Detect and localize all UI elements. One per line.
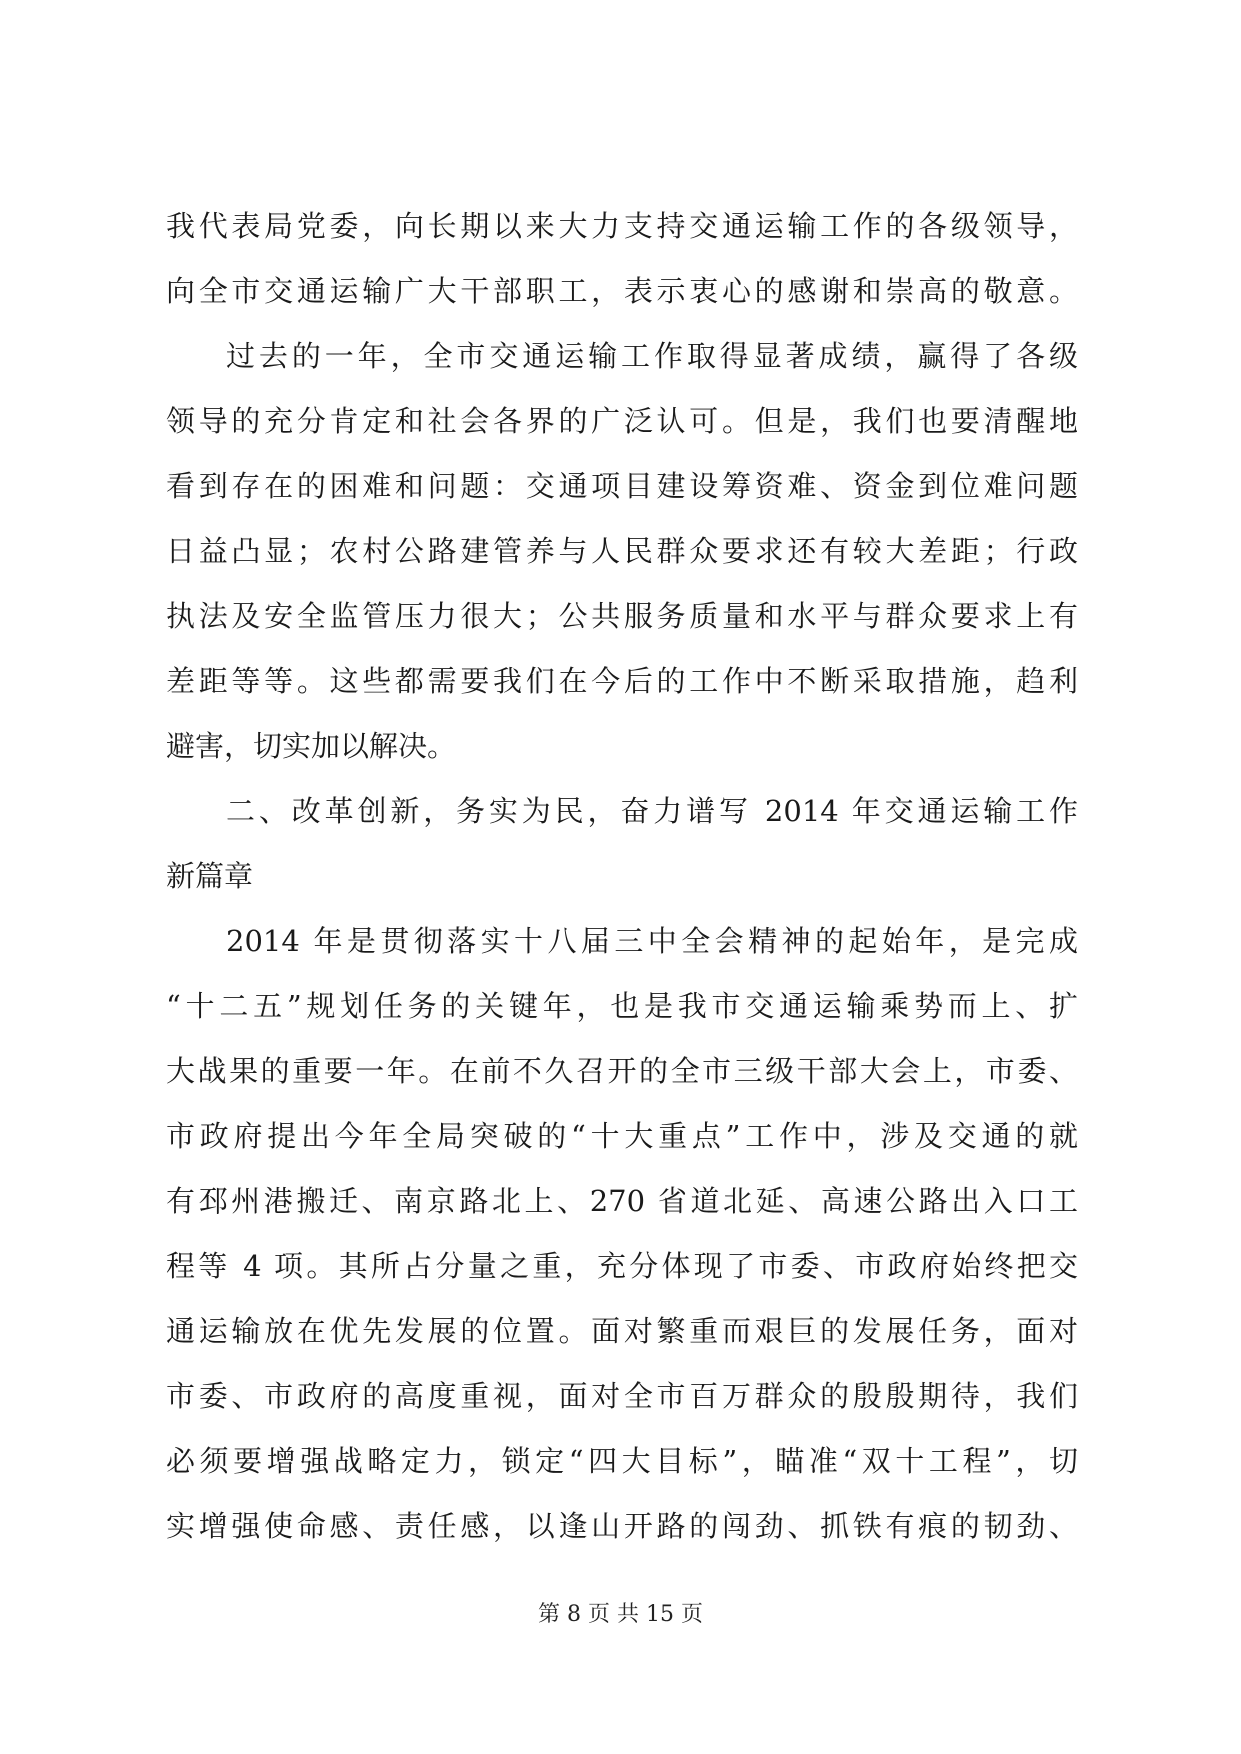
section-heading-line: 新篇章 [166,859,254,893]
text-line: 领导的充分肯定和社会各界的广泛认可。但是，我们也要清醒地 [166,404,1078,438]
section-heading-line: 二、改革创新，务实为民，奋力谱写 2014 年交通运输工作 [226,794,1078,828]
text-line: 大战果的重要一年。在前不久召开的全市三级干部大会上，市委、 [166,1054,1078,1088]
text-line: 有邳州港搬迁、南京路北上、270 省道北延、高速公路出入口工 [166,1184,1078,1218]
text-line: 避害，切实加以解决。 [166,729,457,763]
text-line: “十二五”规划任务的关键年，也是我市交通运输乘势而上、扩 [166,989,1078,1023]
text-line: 看到存在的困难和问题：交通项目建设筹资难、资金到位难问题 [166,469,1078,503]
text-line: 日益凸显；农村公路建管养与人民群众要求还有较大差距；行政 [166,534,1078,568]
text-line: 执法及安全监管压力很大；公共服务质量和水平与群众要求上有 [166,599,1078,633]
paragraph-start-line: 过去的一年，全市交通运输工作取得显著成绩，赢得了各级 [226,339,1078,373]
text-line: 向全市交通运输广大干部职工，表示衷心的感谢和崇高的敬意。 [166,274,1078,308]
paragraph-start-line: 2014 年是贯彻落实十八届三中全会精神的起始年，是完成 [226,924,1078,958]
text-line: 市委、市政府的高度重视，面对全市百万群众的殷殷期待，我们 [166,1379,1078,1413]
text-line: 实增强使命感、责任感，以逢山开路的闯劲、抓铁有痕的韧劲、 [166,1509,1078,1543]
text-line: 我代表局党委，向长期以来大力支持交通运输工作的各级领导， [166,209,1078,243]
page-number-footer: 第 8 页 共 15 页 [538,1602,703,1627]
document-body [166,194,1078,1559]
text-line: 必须要增强战略定力，锁定“四大目标”，瞄准“双十工程”，切 [166,1444,1078,1478]
text-line: 市政府提出今年全局突破的“十大重点”工作中，涉及交通的就 [166,1119,1078,1153]
text-line: 程等 4 项。其所占分量之重，充分体现了市委、市政府始终把交 [166,1249,1078,1283]
text-line: 差距等等。这些都需要我们在今后的工作中不断采取措施，趋利 [166,664,1078,698]
text-line: 通运输放在优先发展的位置。面对繁重而艰巨的发展任务，面对 [166,1314,1078,1348]
